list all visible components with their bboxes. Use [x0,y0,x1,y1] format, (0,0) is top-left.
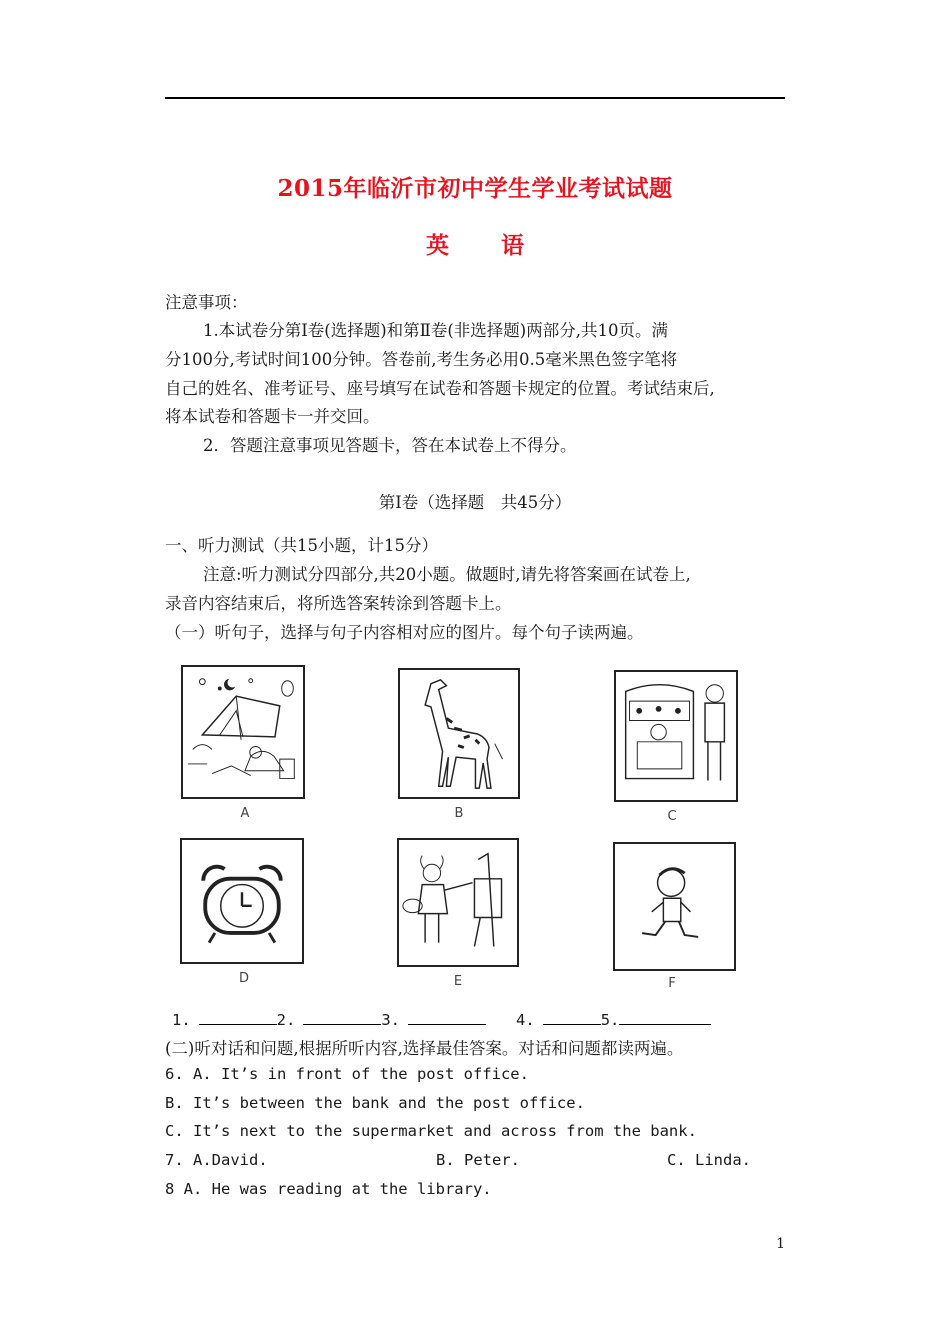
picture-e [397,838,519,967]
question-8-option-a: 8 A. He was reading at the library. [165,1180,492,1198]
picture-b [398,668,520,799]
question-7-option-c: C. Linda. [667,1151,751,1169]
section1-heading: 一、听力测试（共15小题，计15分） [165,536,438,555]
picture-c-label: C [667,809,677,824]
answer-label-5: 5. [600,1011,620,1029]
subsection1-heading: （一）听句子，选择与句子内容相对应的图片。每个句子读两遍。 [165,623,644,642]
picture-f-label: F [668,976,676,991]
answer-blank-4[interactable] [543,1009,601,1025]
top-rule [165,97,785,99]
painting-girl-icon [399,840,517,965]
question-6-option-b: B. It’s between the bank and the post office. [165,1094,585,1112]
page-number: 1 [776,1236,785,1252]
bedroom-icon [616,672,736,800]
question-6-option-a: 6. A. It’s in front of the post office. [165,1065,529,1083]
listening-note-line: 录音内容结束后，将所选答案转涂到答题卡上。 [165,594,512,613]
picture-d [180,838,304,964]
subject-title: 英 语 [425,232,546,259]
picture-e-label: E [453,974,463,989]
answer-blank-2[interactable] [303,1009,381,1025]
notice-item1-line: 自己的姓名、准考证号、座号填写在试卷和答题卡规定的位置。考试结束后, [165,379,715,398]
notice-item1-line: 将本试卷和答题卡一并交回。 [165,407,380,426]
giraffe-icon [400,670,518,797]
part1-title: 第Ⅰ卷（选择题 共45分） [378,493,572,512]
question-7-option-b: B. Peter. [436,1151,520,1169]
question-7-option-a: 7. A.David. [165,1151,268,1169]
picture-b-label: B [454,806,464,821]
answer-blank-1[interactable] [199,1009,277,1025]
picture-a [181,665,305,799]
alarm-clock-icon [182,840,302,962]
picture-d-label: D [238,971,249,986]
picture-f [613,842,736,971]
camping-tent-icon [183,667,303,797]
answer-label-3: 3. [381,1011,401,1029]
subsection2-heading: (二)听对话和问题,根据所听内容,选择最佳答案。对话和问题都读两遍。 [165,1039,684,1058]
running-boy-icon [615,844,734,969]
notice-heading: 注意事项： [165,293,248,312]
picture-a-label: A [240,806,250,821]
notice-item1-line: 分100分,考试时间100分钟。答卷前,考生务必用0.5毫米黑色签字笔将 [165,350,678,369]
answer-blank-3[interactable] [408,1009,486,1025]
answer-blank-5[interactable] [619,1009,711,1025]
answer-label-1: 1. [172,1011,191,1029]
answer-label-4: 4. [516,1011,535,1029]
listening-note-line: 注意:听力测试分四部分,共20小题。做题时,请先将答案画在试卷上, [203,565,691,584]
answer-label-2: 2. [276,1011,296,1029]
exam-title: 2015年临沂市初中学生学业考试试题 [277,175,673,202]
picture-c [614,670,738,802]
notice-item2: 2．答题注意事项见答题卡，答在本试卷上不得分。 [203,436,577,455]
question-6-option-c: C. It’s next to the supermarket and across from the bank. [165,1122,697,1140]
answer-line [172,1009,711,1029]
notice-item1-line: 1.本试卷分第Ⅰ卷(选择题)和第Ⅱ卷(非选择题)两部分,共10页。满 [203,321,668,340]
